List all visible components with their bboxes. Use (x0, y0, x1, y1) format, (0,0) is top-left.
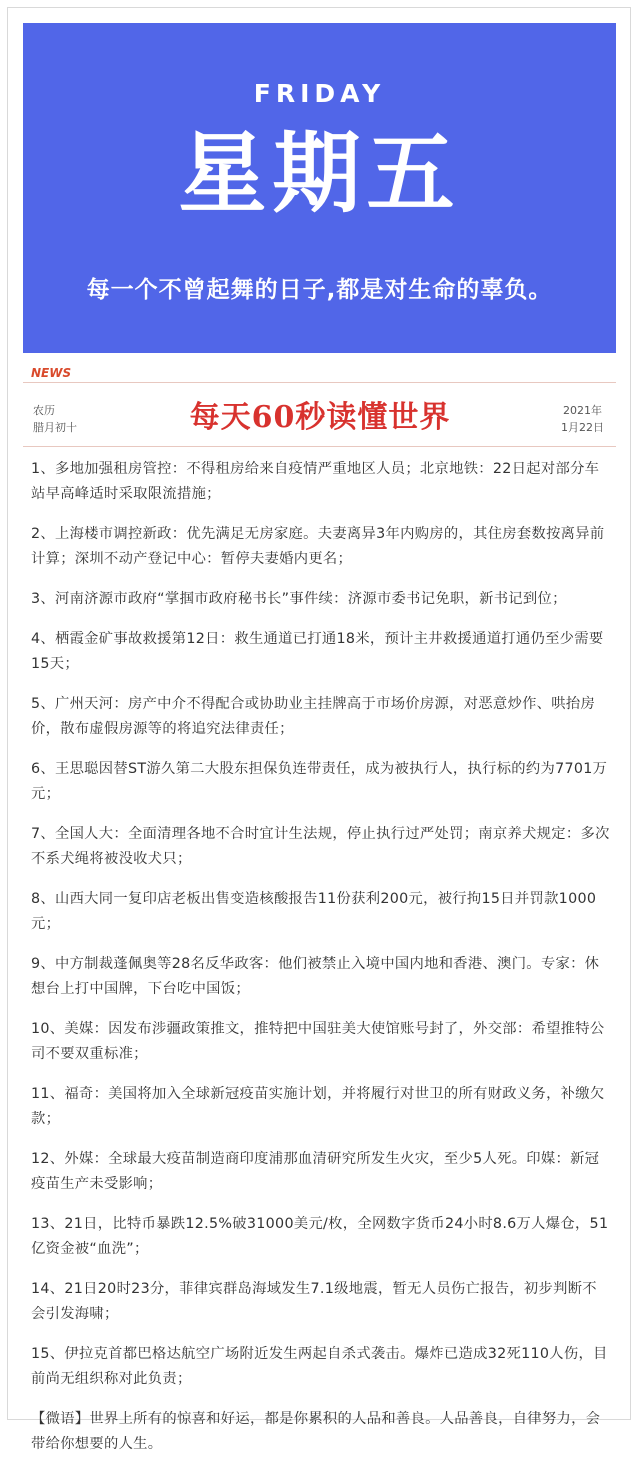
news-item: 6、王思聪因替ST游久第二大股东担保负连带责任，成为被执行人，执行标的约为7701万元； (31, 761, 608, 802)
news-item: 14、21日20时23分，菲律宾群岛海域发生7.1级地震，暂无人员伤亡报告，初步判断不会引发海啸； (31, 1281, 597, 1322)
news-item: 10、美媒：因发布涉疆政策推文，推特把中国驻美大使馆账号封了，外交部：希望推特公司不要双重标准； (31, 1021, 605, 1062)
daily-quote: 【微语】世界上所有的惊喜和好运，都是你累积的人品和善良。人品善良，自律努力，会带给你想要的人生。 (31, 1411, 601, 1452)
lunar-label: 农历 (33, 404, 55, 417)
divider-bottom (23, 446, 616, 447)
gregorian-date-block (561, 402, 604, 436)
news-item: 13、21日，比特币暴跌12.5%破31000美元/枚，全网数字货币24小时8.6万人爆仓，51亿资金被“血洗”； (31, 1216, 609, 1257)
news-item: 12、外媒：全球最大疫苗制造商印度浦那血清研究所发生火灾，至少5人死。印媒：新冠疫苗生产未受影响； (31, 1151, 600, 1192)
news-item: 8、山西大同一复印店老板出售变造核酸报告11份获利200元，被行拘15日并罚款1000元； (31, 891, 597, 932)
day-banner (23, 23, 616, 353)
weekday-chinese: 星期五 (178, 121, 461, 225)
date-year: 2021年 (563, 404, 602, 417)
news-item: 7、全国人大：全面清理各地不合时宜计生法规，停止执行过严处罚；南京养犬规定：多次不系犬绳将被没收犬只； (31, 826, 610, 867)
news-item: 15、伊拉克首都巴格达航空广场附近发生两起自杀式袭击。爆炸已造成32死110人伤，目前尚无组织称对此负责； (31, 1346, 608, 1387)
news-item: 11、福奇：美国将加入全球新冠疫苗实施计划，并将履行对世卫的所有财政义务，补缴欠款； (31, 1086, 605, 1127)
news-tag: NEWS (31, 366, 72, 380)
news-item: 5、广州天河：房产中介不得配合或协助业主挂牌高于市场价房源，对恶意炒作、哄抬房价，散布虚假房源等的将追究法律责任； (31, 696, 596, 737)
news-item: 4、栖霞金矿事故救援第12日：救生通道已打通18米，预计主井救援通道打通仍至少需要15天； (31, 631, 604, 672)
divider-top (23, 382, 616, 383)
banner-motto: 每一个不曾起舞的日子,都是对生命的辜负。 (86, 277, 553, 303)
news-item: 1、多地加强租房管控：不得租房给来自疫情严重地区人员；北京地铁：22日起对部分车站早高峰适时采取限流措施； (31, 461, 600, 502)
date-month-day: 1月22日 (561, 421, 604, 434)
news-item: 3、河南济源市政府“掌掴市政府秘书长”事件续：济源市委书记免职，新书记到位； (31, 591, 567, 607)
headline-title: 每天60秒读懂世界 (189, 400, 451, 435)
news-item: 9、中方制裁蓬佩奥等28名反华政客：他们被禁止入境中国内地和香港、澳门。专家：休想台上打中国牌，下台吃中国饭； (31, 956, 600, 997)
lunar-date: 腊月初十 (33, 421, 77, 434)
weekday-english: FRIDAY (253, 79, 386, 108)
news-list (31, 457, 611, 1472)
news-item: 2、上海楼市调控新政：优先满足无房家庭。夫妻离异3年内购房的，其住房套数按离异前计算；深圳不动产登记中心：暂停夫妻婚内更名； (31, 526, 605, 567)
